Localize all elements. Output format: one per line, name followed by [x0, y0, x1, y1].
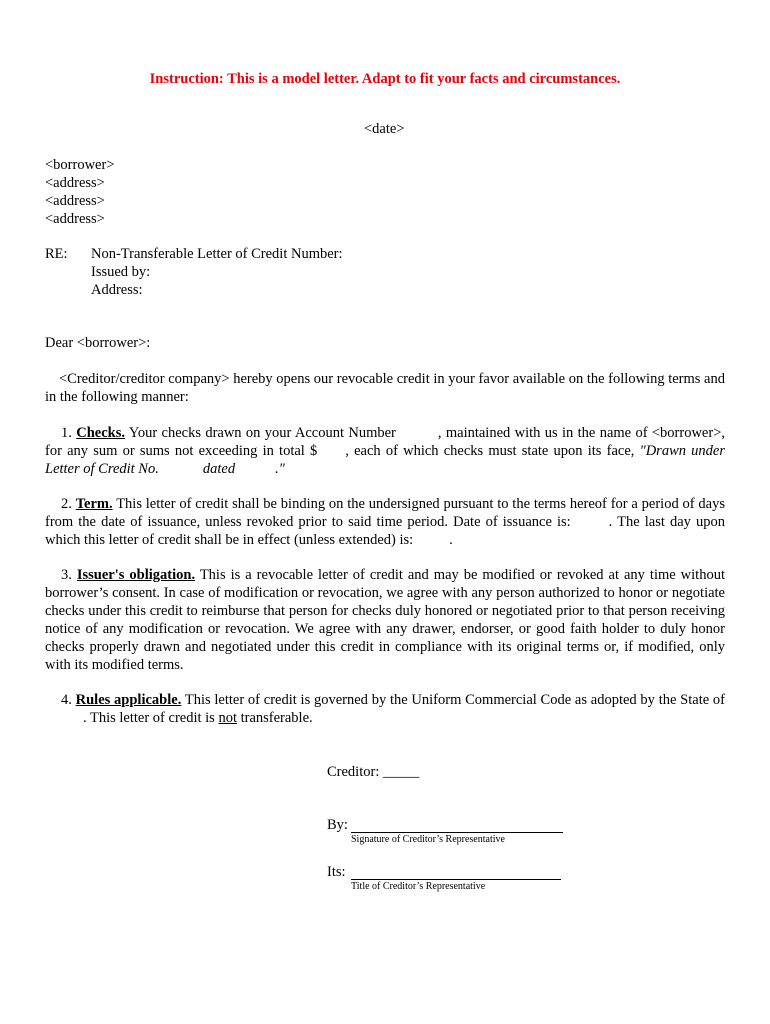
- credit-quote-dated: dated: [202, 461, 236, 477]
- not-emphasis: not: [218, 710, 237, 726]
- section-term: [45, 495, 725, 549]
- section-number: 2.: [61, 496, 72, 512]
- signature-caption: Signature of Creditor’s Representative: [351, 834, 505, 845]
- section-heading: Rules applicable.: [75, 692, 182, 708]
- section-number: 4.: [61, 692, 72, 708]
- section-rules: [45, 691, 725, 727]
- re-block: [91, 245, 343, 299]
- credit-quote-end: .": [275, 461, 285, 477]
- section-text: , each of which checks must state upon its face,: [345, 443, 635, 459]
- section-text: . This letter of credit is: [83, 710, 215, 726]
- section-text: Your checks drawn on your Account Number: [128, 425, 396, 441]
- section-obligation: [45, 566, 725, 674]
- section-heading: Checks.: [76, 425, 125, 441]
- section-text: This letter of credit shall be binding on the undersigned pursuant to the terms hereof for a period of days from the date of issuance, unless revoked prior to said time period. Date of issuance is:: [45, 496, 725, 530]
- re-line: Non-Transferable Letter of Credit Number:: [91, 246, 343, 262]
- re-label: RE:: [45, 246, 68, 262]
- signature-line: [351, 832, 563, 833]
- section-text: This is a revocable letter of credit and may be modified or revoked at any time without borrower’s consent. In case of modification or revocation, we agree with any person authorized to honor or negotiate checks under this credit to reimburse that person for checks duly honored or negotiated prior to that person receiving notice of any modification or revocation. We agree with any drawer, endorser, or good faith holder to duly honor checks properly drawn and negotiated under this credit in compliance with its original terms or, if modified, only with its modified terms.: [45, 567, 725, 673]
- section-text: This letter of credit is governed by the Uniform Commercial Code as adopted by the State of: [184, 692, 726, 708]
- section-number: 3.: [61, 567, 72, 583]
- section-text: . The last day upon which this letter of credit shall be in effect (unless extended) is:: [45, 514, 725, 548]
- section-heading: Term.: [75, 496, 113, 512]
- creditor-label-text: Creditor:: [327, 764, 380, 780]
- address-line: <address>: [45, 175, 105, 191]
- creditor-blank: _____: [382, 764, 420, 780]
- by-label: By:: [327, 817, 348, 833]
- intro-paragraph: <Creditor/creditor company> hereby opens our revocable credit in your favor available on the following terms and in the following manner:: [45, 371, 725, 405]
- address-line: <address>: [45, 211, 105, 227]
- title-caption: Title of Creditor’s Representative: [351, 881, 486, 892]
- recipient-block: [45, 156, 115, 228]
- date-placeholder: <date>: [364, 121, 405, 137]
- credit-quote: "Drawn under Letter of Credit No.: [45, 443, 726, 477]
- section-number: 1.: [61, 425, 72, 441]
- salutation: Dear <borrower>:: [45, 335, 151, 351]
- section-checks: [45, 424, 725, 478]
- title-line: [351, 879, 561, 880]
- section-text: transferable.: [240, 710, 313, 726]
- section-text: .: [449, 532, 453, 548]
- recipient-name: <borrower>: [45, 157, 115, 173]
- its-label: Its:: [327, 864, 346, 880]
- address-line: <address>: [45, 193, 105, 209]
- section-text: , maintained with us in the name of <borrower>, for any sum or sums not exceeding in total $: [45, 425, 726, 459]
- instruction-banner: Instruction: This is a model letter. Adapt to fit your facts and circumstances.: [149, 71, 621, 87]
- re-line: Address:: [91, 282, 143, 298]
- re-line: Issued by:: [91, 264, 151, 280]
- section-heading: Issuer's obligation.: [76, 567, 196, 583]
- creditor-label: [327, 763, 419, 781]
